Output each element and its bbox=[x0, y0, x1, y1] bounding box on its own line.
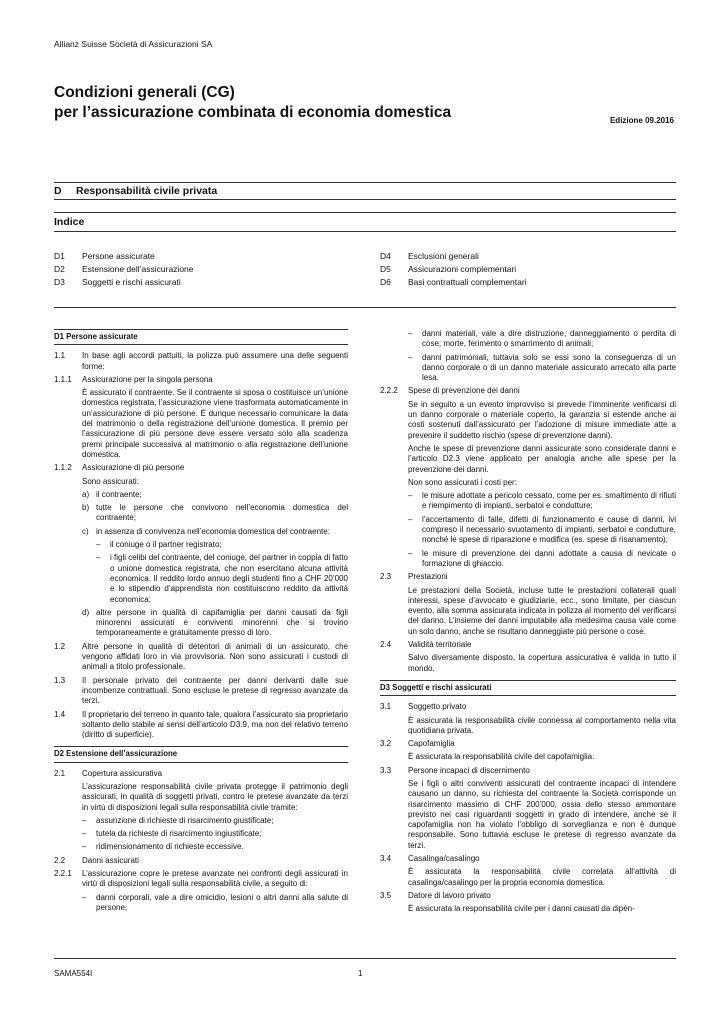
clause-1-1-1: 1.1.1 Assicurazione per la singola persona bbox=[54, 375, 348, 385]
clause-3-1: 3.1 Soggetto privato bbox=[380, 702, 676, 712]
divider bbox=[54, 307, 676, 308]
index-entry[interactable] bbox=[54, 276, 354, 289]
clause-3-3: 3.3 Persone incapaci di discernimento bbox=[380, 766, 676, 776]
paragraph: Se i figli o altri conviventi assicurati del contraente incapaci di intendere causano un danno, su richiesta del contraente la Società corrisponde un risarcimento massimo di CHF 200’000, ossia dello stesso ammontare previsto nei casi riguardanti soggetti in grado di intendere, anche se il capofamiglia non ha violato l’obbligo di sorveglianza e non è dunque responsabile. Sono tuttavia escluse le pretese di regresso avanzate da terzi. bbox=[408, 778, 676, 850]
list-item: – il coniuge o il partner registrato; bbox=[96, 540, 348, 550]
list-text: danni patrimoniali, tuttavia solo se essi sono la conseguenza di un danno corporale o di un danno materiale assicurato arrecato alla parte lesa. bbox=[422, 352, 676, 383]
clause-1-4: 1.4 Il proprietario del terreno in quanto tale, qualora l’assicurato sia proprietario soltanto dello stabile ai sensi dell’articolo D3.9, ma non del relativo terreno (diritto di superficie). bbox=[54, 709, 348, 740]
clause-3-2: 3.2 Capofamiglia bbox=[380, 739, 676, 749]
clause-title: Spese di prevenzione dei danni bbox=[408, 386, 520, 396]
clause-3-4: 3.4 Casalinga/casalingo bbox=[380, 854, 676, 864]
list-item: – assunzione di richieste di risarcimento giustificate; bbox=[82, 816, 348, 826]
edition-label: Edizione 09.2016 bbox=[609, 116, 674, 125]
index-label: Esclusioni generali bbox=[408, 251, 479, 261]
subsection-heading-d2: D2 Estensione dell’assicurazione bbox=[54, 746, 348, 762]
clause-1-1-2: 1.1.2 Assicurazione di più persone bbox=[54, 463, 348, 473]
list-item: – le misure adottate a pericolo cessato, come per es. smaltimento di rifiuti e riempimento di impianti, serbatoi e condutture; bbox=[408, 491, 676, 511]
index-entry[interactable] bbox=[380, 250, 680, 263]
index-entry[interactable] bbox=[380, 263, 680, 276]
clause-title: Prestazioni bbox=[408, 572, 448, 582]
clause-title: Casalinga/casalingo bbox=[408, 854, 480, 864]
clause-title: Capofamiglia bbox=[408, 739, 455, 749]
paragraph: Sono assicurati: bbox=[82, 476, 139, 486]
index-num: D5 bbox=[380, 264, 391, 274]
document-title bbox=[54, 83, 451, 123]
right-column bbox=[380, 329, 676, 918]
list-text: in assenza di convivenza nell’economia domestica del contraente: bbox=[96, 526, 330, 536]
list-text: il contraente; bbox=[96, 489, 142, 499]
clause-text: Il proprietario del terreno in quanto tale, qualora l’assicurato sia proprietario soltanto dello stabile ai sensi dell’articolo D3.9, ma non del relativo terreno (diritto di superficie). bbox=[82, 709, 348, 740]
index-label: Persone assicurate bbox=[82, 251, 155, 261]
clause-title: Copertura assicurativa bbox=[82, 768, 163, 778]
index-entry[interactable] bbox=[54, 250, 354, 263]
paragraph: L’assicurazione responsabilità civile privata protegge il patrimonio degli assicurati, in qualità di soggetti privati, contro le pretese avanzate da terzi in virtù di disposizioni legali sulla responsabilità civile tramite: bbox=[82, 781, 348, 812]
clause-text: Il personale privato del contraente per danni derivanti dalle sue incombenze contrattuali. Sono escluse le pretese di regresso avanzate da terzi. bbox=[82, 675, 348, 706]
index-entry[interactable] bbox=[54, 263, 354, 276]
page-number: 1 bbox=[358, 969, 363, 978]
index-label: Basi contrattuali complementari bbox=[408, 277, 527, 287]
document-code: SAMA554I bbox=[54, 969, 93, 978]
list-text: danni corporali, vale a dire omicidio, lesioni o altri danni alla salute di persone; bbox=[96, 892, 348, 912]
list-text: le misure di prevenzione dei danni adottate a causa di nevicate o formazione di ghiaccio. bbox=[422, 548, 676, 568]
index-list-right bbox=[380, 250, 680, 289]
divider bbox=[54, 212, 676, 213]
left-column bbox=[54, 329, 348, 916]
list-item: – i figli celibi del contraente, del coniuge, del partner in coppia di fatto o unione domestica registrata, che non esercitano alcuna attività economica. Il reddito lordo annuo degli studenti fino a CHF 20’000 e lo stipendio d’apprendista non costituiscono reddito da attività economica; bbox=[96, 553, 348, 604]
index-label: Assicurazioni complementari bbox=[408, 264, 517, 274]
index-num: D2 bbox=[54, 264, 65, 274]
divider bbox=[54, 199, 676, 200]
list-text: le misure adottate a pericolo cessato, come per es. smaltimento di rifiuti e riempimento di impianti, serbatoi e condutture; bbox=[422, 491, 676, 511]
clause-1-3: 1.3 Il personale privato del contraente per danni derivanti dalle sue incombenze contrattuali. Sono escluse le pretese di regresso avanzate da terzi. bbox=[54, 675, 348, 706]
index-num: D3 bbox=[54, 277, 65, 287]
clause-text: Altre persone in qualità di detentori di animali di un assicurato, che vengono affidati loro in via provvisoria. Non sono assicurati i custodi di animali a titolo professionale. bbox=[82, 641, 348, 672]
clause-title: Assicurazione per la singola persona bbox=[82, 374, 213, 384]
paragraph: È assicurata la responsabilità civile connessa al comportamento nella vita quotidiana privata. bbox=[408, 715, 676, 735]
clause-2-2-1: 2.2.1 L’assicurazione copre le pretese avanzate nei confronti degli assicurati in virtù di disposizioni legali sulla responsabilità civile, a seguito di: bbox=[54, 869, 348, 889]
section-title: Responsabilità civile privata bbox=[76, 185, 218, 197]
list-item: a) il contraente; bbox=[82, 490, 348, 500]
index-num: D1 bbox=[54, 251, 65, 261]
clause-title: Validità territoriale bbox=[408, 640, 472, 650]
company-name: Allianz Suisse Società di Assicurazioni SA bbox=[54, 39, 213, 49]
clause-1-2: 1.2 Altre persone in qualità di detentori di animali di un assicurato, che vengono affidati loro in via provvisoria. Non sono assicurati i custodi di animali a titolo professionale. bbox=[54, 641, 348, 672]
title-line-1: Condizioni generali (CG) bbox=[54, 84, 235, 101]
list-text: l’accertamento di falle, difetti di funzionamento e cause di danni, ivi compreso il necessario svuotamento di impianti, serbatoi e condutture, nonché le spese di riparazione e modifica (es. spese di risanamento); bbox=[422, 514, 676, 545]
list-item: b) tutte le persone che convivono nell’economia domestica del contraente; bbox=[82, 503, 348, 523]
list-text: tutela da richieste di risarcimento ingiustificate; bbox=[96, 829, 262, 839]
paragraph: Non sono assicurati i costi per: bbox=[408, 477, 517, 487]
list-text: assunzione di richieste di risarcimento giustificate; bbox=[96, 815, 274, 825]
list-item: – ridimensionamento di richieste eccessive. bbox=[82, 842, 348, 852]
clause-3-5: 3.5 Datore di lavoro privato bbox=[380, 891, 676, 901]
index-list-left bbox=[54, 250, 354, 289]
paragraph: È assicurata la responsabilità civile del capofamiglia. bbox=[408, 752, 595, 762]
section-heading bbox=[54, 185, 217, 197]
list-text: ridimensionamento di richieste eccessive. bbox=[96, 842, 244, 852]
subsection-heading-d1: D1 Persone assicurate bbox=[54, 329, 348, 345]
clause-1-1: 1.1 In base agli accordi pattuiti, la polizza può assumere una delle seguenti forme: bbox=[54, 351, 348, 371]
paragraph: È assicurato il contraente. Se il contraente si sposa o costituisce un’unione domestica registrata, l’assicurazione viene trasformata automaticamente in un’assicurazione di più persone. È dunque necessario comunicare la data del matrimonio o della registrazione dell’unione domestica. Il premio per l’assicurazione di più persone deve essere versato solo alla scadenza premi principale successiva al matrimonio o alla registrazione dell’unione domestica. bbox=[82, 388, 348, 459]
list-item: – le misure di prevenzione dei danni adottate a causa di nevicate o formazione di ghiaccio. bbox=[408, 548, 676, 568]
clause-title: Datore di lavoro privato bbox=[408, 890, 491, 900]
clause-2-4: 2.4 Validità territoriale bbox=[380, 640, 676, 650]
index-entry[interactable] bbox=[380, 276, 680, 289]
clause-text: L’assicurazione copre le pretese avanzate nei confronti degli assicurati in virtù di disposizioni legali sulla responsabilità civile, a seguito di: bbox=[82, 869, 348, 889]
list-text: altre persone in qualità di capifamiglia per danni causati da figli minorenni assicurati e conviventi minorenni che si trovino temporaneamente e gratuitamente presso di loro. bbox=[96, 607, 348, 638]
index-num: D4 bbox=[380, 251, 391, 261]
list-text: tutte le persone che convivono nell’economia domestica del contraente; bbox=[96, 503, 348, 523]
subsection-heading-d3: D3 Soggetti e rischi assicurati bbox=[380, 680, 676, 696]
paragraph: Anche le spese di prevenzione danni assicurate sono considerate danni e l’articolo D2.3 viene applicato per analogia anche alle spese per la prevenzione dei danni. bbox=[408, 443, 676, 474]
clause-title: Persone incapaci di discernimento bbox=[408, 765, 530, 775]
list-text: i figli celibi del contraente, del coniuge, del partner in coppia di fatto o unione domestica registrata, che non esercitano alcuna attività economica. Il reddito lordo annuo degli studenti fino a CHF 20’000 e lo stipendio d’apprendista non costituiscono reddito da attività economica; bbox=[110, 553, 348, 604]
list-item: – danni corporali, vale a dire omicidio, lesioni o altri danni alla salute di persone; bbox=[82, 892, 348, 912]
clause-title: Danni assicurati bbox=[82, 855, 139, 865]
list-item: – l’accertamento di falle, difetti di funzionamento e cause di danni, ivi compreso il necessario svuotamento di impianti, serbatoi e condutture, nonché le spese di riparazione e modifica (es. spese di risanamento); bbox=[408, 514, 676, 545]
list-item: – danni patrimoniali, tuttavia solo se essi sono la conseguenza di un danno corporale o di un danno materiale assicurato arrecato alla parte lesa. bbox=[408, 352, 676, 383]
clause-2-2: 2.2 Danni assicurati bbox=[54, 856, 348, 866]
footer-divider bbox=[54, 958, 676, 959]
clause-2-3: 2.3 Prestazioni bbox=[380, 572, 676, 582]
paragraph: È assicurata la responsabilità civile correlata all’attività di casalinga/casalingo per la propria economia domestica. bbox=[408, 867, 676, 887]
clause-text: In base agli accordi pattuiti, la polizza può assumere una delle seguenti forme: bbox=[82, 351, 348, 371]
title-line-2: per l’assicurazione combinata di economia domestica bbox=[54, 104, 452, 121]
paragraph: Se in seguito a un evento improvviso si prevede l’imminente verificarsi di un danno corporale o materiale coperto, la garanzia si estende anche ai costi sostenuti dall’assicurato per l’adozione di misure immediate atte a prevenire il suddetto rischio (spese di prevenzione danni). bbox=[408, 399, 676, 440]
index-title: Indice bbox=[54, 216, 85, 228]
paragraph: Salvo diversamente disposto, la copertura assicurativa è valida in tutto il mondo. bbox=[408, 653, 676, 673]
section-letter: D bbox=[54, 185, 62, 197]
list-item: – danni materiali, vale a dire distruzione, danneggiamento o perdita di cose; morte, ferimento o smarrimento di animali; bbox=[408, 329, 676, 349]
clause-2-2-2: 2.2.2 Spese di prevenzione dei danni bbox=[380, 386, 676, 396]
divider bbox=[54, 231, 676, 232]
paragraph: Le prestazioni della Società, incluse tutte le prestazioni collaterali quali interessi, spese d’avvocato e giudiziarie, ecc., sono limitate, per ciascun evento, alla somma assicurata indicata in polizza al momento del verificarsi del danno. L’insieme dei danni imputabile alla medesima causa vale come un solo danno, anche se risultano danneggiate più persone o cose. bbox=[408, 585, 676, 636]
list-item: – tutela da richieste di risarcimento ingiustificate; bbox=[82, 829, 348, 839]
list-text: danni materiali, vale a dire distruzione, danneggiamento o perdita di cose; morte, ferimento o smarrimento di animali; bbox=[422, 329, 676, 349]
list-item: c) in assenza di convivenza nell’economia domestica del contraente: bbox=[82, 527, 348, 537]
index-label: Soggetti e rischi assicurati bbox=[82, 277, 181, 287]
index-num: D6 bbox=[380, 277, 391, 287]
clause-title: Soggetto privato bbox=[408, 702, 467, 712]
clause-title: Assicurazione di più persone bbox=[82, 463, 185, 473]
list-text: il coniuge o il partner registrato; bbox=[110, 540, 222, 550]
index-label: Estensione dell’assicurazione bbox=[82, 264, 194, 274]
paragraph: È assicurata la responsabilità civile per i danni causati da dipen- bbox=[408, 904, 635, 914]
divider bbox=[54, 182, 676, 183]
list-item: d) altre persone in qualità di capifamiglia per danni causati da figli minorenni assicurati e conviventi minorenni che si trovino temporaneamente e gratuitamente presso di loro. bbox=[82, 607, 348, 638]
clause-2-1: 2.1 Copertura assicurativa bbox=[54, 769, 348, 779]
